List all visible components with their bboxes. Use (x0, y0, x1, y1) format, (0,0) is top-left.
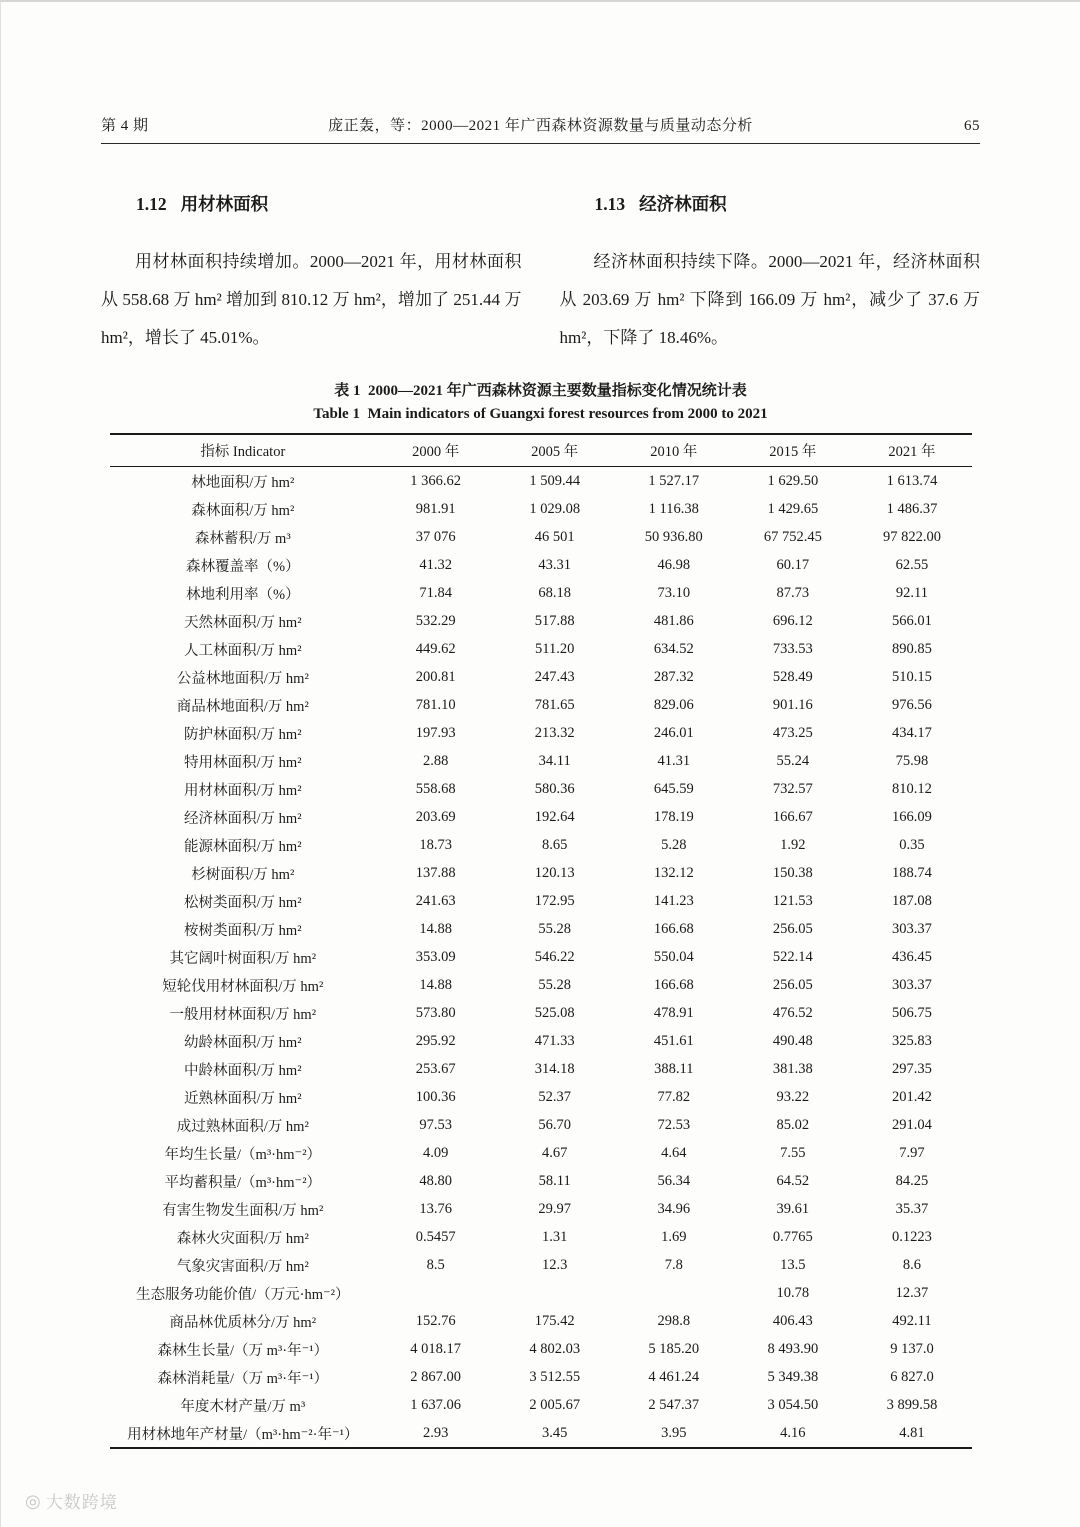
row-label: 一般用材林面积/万 hm² (169, 1006, 317, 1023)
cell-value: 92.11 (895, 584, 928, 601)
header-rule (101, 143, 980, 144)
cell-value: 71.84 (419, 584, 452, 601)
section-number: 1.13 (594, 194, 626, 214)
table-row (110, 1083, 972, 1111)
table-row (110, 495, 972, 523)
cell-value: 1 629.50 (767, 472, 819, 489)
cell-value: 510.15 (892, 668, 932, 685)
cell-value (376, 1279, 495, 1307)
cell-value: 256.05 (772, 920, 813, 937)
cell-value: 7.8 (664, 1256, 683, 1273)
table-row (110, 663, 972, 691)
table-body (110, 467, 972, 1449)
cell-value: 573.80 (415, 1004, 456, 1021)
cell-value: 13.5 (780, 1256, 806, 1273)
cell-value: 56.70 (538, 1116, 572, 1133)
cell-value: 150.38 (772, 864, 813, 881)
section-heading (560, 170, 981, 237)
running-title: 庞正轰，等：2000—2021 年广西森林资源数量与质量动态分析 (328, 118, 753, 134)
cell-value: 451.61 (653, 1032, 694, 1049)
row-label: 其它阔叶树面积/万 hm² (169, 950, 317, 967)
section-1-12 (101, 170, 522, 357)
table-row (110, 579, 972, 607)
cell-value: 4 461.24 (648, 1368, 700, 1385)
row-label: 人工林面积/万 hm² (184, 642, 302, 659)
cell-value: 201.42 (892, 1088, 932, 1105)
table-row (110, 1195, 972, 1223)
cell-value: 295.92 (415, 1032, 456, 1049)
cell-value: 75.98 (895, 752, 929, 769)
cell-value: 8.65 (542, 836, 568, 853)
cell-value: 0.5457 (415, 1228, 456, 1245)
cell-value: 8.5 (426, 1256, 445, 1273)
row-label: 林地面积/万 hm² (191, 474, 295, 491)
cell-value: 121.53 (772, 892, 813, 909)
cell-value: 1.31 (542, 1228, 568, 1245)
cell-value: 3.45 (542, 1424, 568, 1441)
table-row (110, 943, 972, 971)
table-row (110, 971, 972, 999)
cell-value: 490.48 (772, 1032, 813, 1049)
cell-value: 4.67 (542, 1144, 568, 1161)
cell-value: 58.11 (538, 1172, 571, 1189)
cell-value: 5 349.38 (767, 1368, 819, 1385)
table-row (110, 1419, 972, 1448)
cell-value: 314.18 (534, 1060, 575, 1077)
row-label: 幼龄林面积/万 hm² (184, 1034, 302, 1051)
row-label: 森林消耗量/（万 m³·年⁻¹） (157, 1370, 329, 1387)
cell-value: 55.28 (538, 920, 572, 937)
table-header-row (110, 434, 972, 467)
row-label: 森林面积/万 hm² (191, 502, 295, 519)
row-label: 森林蓄积/万 m³ (194, 530, 291, 547)
row-label: 有害生物发生面积/万 hm² (162, 1202, 324, 1219)
table-row (110, 523, 972, 551)
table-caption-zh: 表 1 2000—2021 年广西森林资源主要数量指标变化情况统计表 (334, 383, 747, 399)
cell-value: 476.52 (772, 1004, 813, 1021)
cell-value: 981.91 (415, 500, 456, 517)
cell-value: 64.52 (776, 1172, 810, 1189)
cell-value: 9 137.0 (890, 1340, 934, 1357)
cell-value: 696.12 (772, 612, 813, 629)
cell-value: 172.95 (534, 892, 575, 909)
row-label: 近熟林面积/万 hm² (184, 1090, 302, 1107)
cell-value: 188.74 (892, 864, 932, 881)
cell-value: 781.65 (534, 696, 575, 713)
cell-value: 303.37 (892, 976, 932, 993)
cell-value: 781.10 (415, 696, 456, 713)
watermark (25, 1488, 118, 1513)
cell-value: 2 005.67 (529, 1396, 581, 1413)
cell-value: 166.68 (653, 976, 694, 993)
row-label: 中龄林面积/万 hm² (184, 1062, 302, 1079)
cell-value: 3 054.50 (767, 1396, 819, 1413)
cell-value: 12.3 (542, 1256, 568, 1273)
row-label: 天然林面积/万 hm² (184, 614, 302, 631)
cell-value: 4 802.03 (529, 1340, 581, 1357)
table-row (110, 1307, 972, 1335)
cell-value: 2 547.37 (648, 1396, 700, 1413)
cell-value (495, 1279, 614, 1307)
column-header-2010: 2010 年 (614, 434, 733, 467)
cell-value: 4.09 (422, 1144, 449, 1161)
cell-value: 406.43 (772, 1312, 813, 1329)
cell-value: 517.88 (534, 612, 575, 629)
table-row (110, 803, 972, 831)
cell-value: 4.16 (780, 1424, 806, 1441)
cell-value: 84.25 (895, 1172, 929, 1189)
cell-value: 4 018.17 (410, 1340, 461, 1357)
row-label: 平均蓄积量/（m³·hm⁻²） (164, 1174, 322, 1191)
table-row (110, 915, 972, 943)
cell-value: 1 509.44 (529, 472, 581, 489)
table-row (110, 1251, 972, 1279)
cell-value: 18.73 (419, 836, 452, 853)
cell-value: 132.12 (653, 864, 694, 881)
table-row (110, 775, 972, 803)
table-row (110, 551, 972, 579)
cell-value: 152.76 (415, 1312, 456, 1329)
cell-value: 97.53 (419, 1116, 452, 1133)
table-row (110, 1139, 972, 1167)
cell-value: 1 486.37 (886, 500, 938, 517)
table-header (110, 434, 972, 467)
cell-value: 14.88 (419, 920, 452, 937)
cell-value: 12.37 (895, 1284, 929, 1301)
cell-value: 287.32 (653, 668, 694, 685)
cell-value: 100.36 (415, 1088, 456, 1105)
cell-value: 56.34 (657, 1172, 691, 1189)
cell-value: 733.53 (772, 640, 813, 657)
cell-value: 478.91 (653, 1004, 694, 1021)
row-label: 森林火灾面积/万 hm² (176, 1230, 309, 1247)
cell-value: 97 822.00 (882, 528, 941, 545)
cell-value: 187.08 (892, 892, 932, 909)
table-row (110, 747, 972, 775)
cell-value: 1 429.65 (767, 500, 819, 517)
cell-value: 297.35 (892, 1060, 932, 1077)
cell-value: 68.18 (538, 584, 572, 601)
cell-value: 528.49 (772, 668, 813, 685)
cell-value: 178.19 (653, 808, 694, 825)
table-caption-en: Table 1 Main indicators of Guangxi forest resources from 2000 to 2021 (313, 406, 768, 422)
cell-value: 580.36 (534, 780, 575, 797)
row-label: 短轮伐用材林面积/万 hm² (162, 978, 324, 995)
cell-value: 200.81 (415, 668, 456, 685)
row-label: 商品林优质林分/万 hm² (169, 1314, 317, 1331)
table-row (110, 635, 972, 663)
cell-value: 48.80 (419, 1172, 452, 1189)
cell-value: 137.88 (415, 864, 456, 881)
cell-value: 481.86 (653, 612, 694, 629)
cell-value: 829.06 (653, 696, 694, 713)
row-label: 生态服务功能价值/（万元·hm⁻²） (136, 1286, 350, 1303)
cell-value: 532.29 (415, 612, 456, 629)
cell-value: 192.64 (534, 808, 575, 825)
cell-value: 247.43 (534, 668, 575, 685)
cell-value: 34.96 (657, 1200, 691, 1217)
row-label: 森林生长量/（万 m³·年⁻¹） (157, 1342, 329, 1359)
cell-value: 14.88 (419, 976, 452, 993)
cell-value: 506.75 (892, 1004, 932, 1021)
cell-value: 72.53 (657, 1116, 691, 1133)
cell-value: 55.28 (538, 976, 572, 993)
watermark-logo-icon: ◎ (25, 1490, 42, 1511)
table-row (110, 1279, 972, 1307)
table-row (110, 607, 972, 635)
row-label: 杉树面积/万 hm² (191, 866, 295, 883)
cell-value: 87.73 (776, 584, 810, 601)
cell-value: 1 613.74 (886, 472, 938, 489)
section-heading (101, 170, 522, 237)
cell-value: 5 185.20 (648, 1340, 700, 1357)
cell-value: 291.04 (892, 1116, 932, 1133)
cell-value: 976.56 (892, 696, 932, 713)
cell-value: 253.67 (415, 1060, 456, 1077)
table-row (110, 1223, 972, 1251)
cell-value: 303.37 (892, 920, 932, 937)
cell-value: 7.97 (899, 1144, 925, 1161)
section-title: 用材林面积 (180, 194, 269, 214)
page-number: 65 (964, 118, 980, 134)
cell-value: 511.20 (535, 640, 575, 657)
table-row (110, 859, 972, 887)
indicators-table (110, 433, 972, 1449)
column-header-indicator: 指标 Indicator (110, 434, 377, 467)
cell-value: 73.10 (657, 584, 691, 601)
table-row (110, 831, 972, 859)
cell-value: 120.13 (534, 864, 575, 881)
table-row (110, 1335, 972, 1363)
cell-value: 246.01 (653, 724, 694, 741)
row-label: 用材林面积/万 hm² (184, 782, 302, 799)
section-body: 经济林面积持续下降。2000—2021 年，经济林面积从 203.69 万 hm² 下降到 166.09 万 hm²，减少了 37.6 万 hm²，下降了 18.46%。 (559, 252, 980, 347)
cell-value: 436.45 (892, 948, 932, 965)
cell-value: 141.23 (653, 892, 694, 909)
cell-value: 52.37 (538, 1088, 572, 1105)
table-row (110, 1111, 972, 1139)
cell-value: 3 899.58 (886, 1396, 938, 1413)
cell-value: 732.57 (772, 780, 813, 797)
cell-value: 558.68 (415, 780, 456, 797)
row-label: 森林覆盖率（%） (186, 558, 300, 575)
column-header-2015: 2015 年 (733, 434, 852, 467)
cell-value: 6 827.0 (890, 1368, 934, 1385)
watermark-text: 大数跨境 (45, 1493, 118, 1512)
cell-value: 39.61 (776, 1200, 810, 1217)
cell-value: 37 076 (415, 528, 456, 545)
cell-value: 2 867.00 (410, 1368, 461, 1385)
row-label: 桉树类面积/万 hm² (184, 922, 302, 939)
column-header-2005: 2005 年 (495, 434, 614, 467)
cell-value: 8 493.90 (767, 1340, 819, 1357)
section-body: 用材林面积持续增加。2000—2021 年，用材林面积从 558.68 万 hm² 增加到 810.12 万 hm²，增加了 251.44 万 hm²，增长了 45.01%。 (101, 252, 522, 347)
cell-value: 4.81 (899, 1424, 925, 1441)
cell-value: 566.01 (892, 612, 932, 629)
cell-value: 4.64 (661, 1144, 687, 1161)
cell-value: 890.85 (892, 640, 932, 657)
cell-value: 77.82 (657, 1088, 691, 1105)
table-row (110, 467, 972, 496)
cell-value: 634.52 (653, 640, 694, 657)
cell-value: 35.37 (895, 1200, 929, 1217)
cell-value: 0.35 (899, 836, 925, 853)
cell-value: 1.92 (780, 836, 806, 853)
cell-value: 325.83 (892, 1032, 932, 1049)
row-label: 能源林面积/万 hm² (184, 838, 302, 855)
cell-value: 166.68 (653, 920, 694, 937)
table-row (110, 1055, 972, 1083)
cell-value: 1 029.08 (529, 500, 581, 517)
cell-value (614, 1279, 733, 1307)
cell-value: 46.98 (657, 556, 691, 573)
cell-value: 203.69 (415, 808, 456, 825)
cell-value: 298.8 (657, 1312, 691, 1329)
cell-value: 29.97 (538, 1200, 572, 1217)
table-row (110, 999, 972, 1027)
cell-value: 3.95 (661, 1424, 687, 1441)
cell-value: 388.11 (654, 1060, 694, 1077)
cell-value: 522.14 (772, 948, 813, 965)
cell-value: 525.08 (534, 1004, 575, 1021)
cell-value: 1 637.06 (410, 1396, 461, 1413)
cell-value: 67 752.45 (763, 528, 822, 545)
cell-value: 1 116.38 (648, 500, 699, 517)
row-label: 成过熟林面积/万 hm² (176, 1118, 309, 1135)
cell-value: 901.16 (772, 696, 813, 713)
cell-value: 175.42 (534, 1312, 575, 1329)
cell-value: 810.12 (892, 780, 932, 797)
cell-value: 166.67 (772, 808, 813, 825)
cell-value: 93.22 (776, 1088, 810, 1105)
column-header-2000: 2000 年 (376, 434, 495, 467)
running-head (101, 114, 980, 135)
row-label: 经济林面积/万 hm² (184, 810, 302, 827)
table-row (110, 719, 972, 747)
table-row (110, 1363, 972, 1391)
cell-value: 3 512.55 (529, 1368, 581, 1385)
row-label: 公益林地面积/万 hm² (176, 670, 309, 687)
cell-value: 60.17 (776, 556, 810, 573)
row-label: 年度木材产量/万 m³ (180, 1398, 306, 1415)
cell-value: 546.22 (534, 948, 575, 965)
cell-value: 8.6 (902, 1256, 922, 1273)
row-label: 松树类面积/万 hm² (184, 894, 302, 911)
cell-value: 434.17 (892, 724, 932, 741)
journal-issue: 第 4 期 (101, 118, 149, 134)
row-label: 林地利用率（%） (186, 586, 300, 603)
cell-value: 1.69 (661, 1228, 687, 1245)
cell-value: 241.63 (415, 892, 456, 909)
cell-value: 471.33 (534, 1032, 575, 1049)
cell-value: 2.88 (422, 752, 449, 769)
table-row (110, 887, 972, 915)
cell-value: 1 366.62 (410, 472, 461, 489)
cell-value: 473.25 (772, 724, 813, 741)
cell-value: 449.62 (415, 640, 456, 657)
cell-value: 1 527.17 (648, 472, 700, 489)
cell-value: 50 936.80 (644, 528, 703, 545)
table-row (110, 1167, 972, 1195)
cell-value: 7.55 (780, 1144, 806, 1161)
cell-value: 0.7765 (772, 1228, 813, 1245)
table-caption (101, 379, 980, 423)
cell-value: 10.78 (776, 1284, 810, 1301)
row-label: 气象灾害面积/万 hm² (176, 1258, 309, 1275)
row-label: 防护林面积/万 hm² (184, 726, 302, 743)
row-label: 年均生长量/（m³·hm⁻²） (164, 1146, 322, 1163)
cell-value: 13.76 (419, 1200, 452, 1217)
cell-value: 43.31 (538, 556, 572, 573)
cell-value: 381.38 (772, 1060, 813, 1077)
cell-value: 85.02 (776, 1116, 810, 1133)
cell-value: 256.05 (772, 976, 813, 993)
column-header-2021: 2021 年 (852, 434, 971, 467)
row-label: 特用林面积/万 hm² (184, 754, 302, 771)
cell-value: 645.59 (653, 780, 694, 797)
cell-value: 46 501 (534, 528, 575, 545)
two-column-text (101, 170, 980, 357)
cell-value: 41.32 (419, 556, 452, 573)
cell-value: 62.55 (895, 556, 929, 573)
table-row (110, 1391, 972, 1419)
section-1-13 (560, 170, 981, 357)
cell-value: 213.32 (534, 724, 575, 741)
cell-value: 55.24 (776, 752, 810, 769)
table-row (110, 1027, 972, 1055)
table-row (110, 691, 972, 719)
cell-value: 353.09 (415, 948, 456, 965)
cell-value: 2.93 (422, 1424, 449, 1441)
cell-value: 5.28 (661, 836, 687, 853)
row-label: 用材林地年产材量/（m³·hm⁻²·年⁻¹） (127, 1426, 359, 1443)
cell-value: 550.04 (653, 948, 694, 965)
cell-value: 492.11 (892, 1312, 932, 1329)
cell-value: 0.1223 (892, 1228, 932, 1245)
row-label: 商品林地面积/万 hm² (176, 698, 309, 715)
cell-value: 34.11 (538, 752, 571, 769)
section-number: 1.12 (136, 194, 167, 214)
cell-value: 41.31 (657, 752, 691, 769)
cell-value: 166.09 (892, 808, 932, 825)
section-title: 经济林面积 (639, 194, 727, 214)
cell-value: 197.93 (415, 724, 456, 741)
